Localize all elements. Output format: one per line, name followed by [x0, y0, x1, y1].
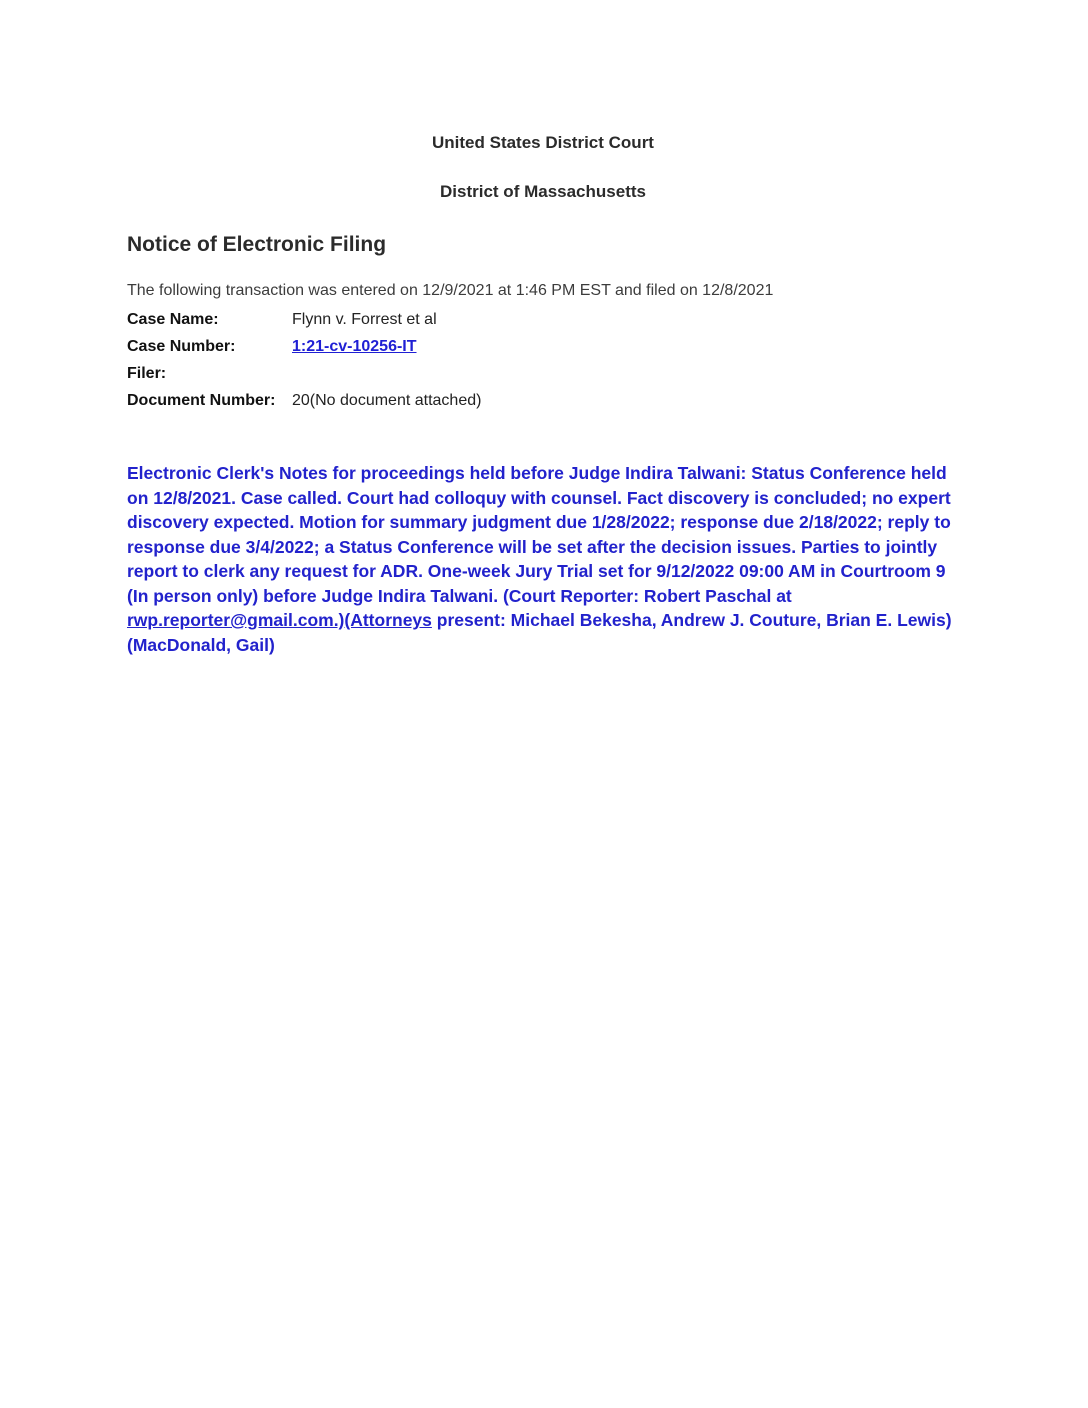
- transaction-summary-line: The following transaction was entered on 12/9/2021 at 1:46 PM EST and filed on 12/8/2021: [127, 282, 774, 299]
- table-row-filer: [127, 360, 959, 387]
- district-name-heading: District of Massachusetts: [440, 182, 646, 201]
- table-row-case-name: [127, 306, 959, 333]
- filer-label: Filer:: [127, 365, 167, 382]
- document-number-value: 20(No document attached): [292, 392, 482, 409]
- table-row-case-number: [127, 333, 959, 360]
- notice-of-electronic-filing-heading: Notice of Electronic Filing: [127, 233, 387, 256]
- case-number-link[interactable]: 1:21-cv-10256-IT: [292, 338, 417, 355]
- clerk-notes-text-after-link: present: Michael Bekesha, Andrew J. Couture, Brian E. Lewis) (MacDonald, Gail): [127, 610, 952, 655]
- document-content: [127, 133, 959, 657]
- document-number-label: Document Number:: [127, 392, 276, 409]
- table-row-document-number: [127, 387, 959, 414]
- reporter-email-link[interactable]: rwp.reporter@gmail.com.)(Attorneys: [127, 610, 432, 630]
- case-name-value: Flynn v. Forrest et al: [292, 311, 437, 328]
- case-name-label: Case Name:: [127, 311, 219, 328]
- case-number-label: Case Number:: [127, 338, 236, 355]
- clerk-notes-paragraph: [127, 461, 959, 657]
- court-name-heading: United States District Court: [432, 133, 654, 152]
- case-info-table: [127, 306, 959, 414]
- clerk-notes-text-before-link: Electronic Clerk's Notes for proceedings held before Judge Indira Talwani: Status Conference held on 12/8/2021. Case called. Court had colloquy with counsel. Fact discovery is concluded; no expert discovery expected. Motion for summary judgment due 1/28/2022; response due 2/18/2022; reply to response due 3/4/2022; a Status Conference will be set after the decision issues. Parties to jointly report to clerk any request for ADR. One-week Jury Trial set for 9/12/2022 09:00 AM in Courtroom 9 (In person only) before Judge Indira Talwani. (Court Reporter: Robert Paschal at: [127, 463, 951, 606]
